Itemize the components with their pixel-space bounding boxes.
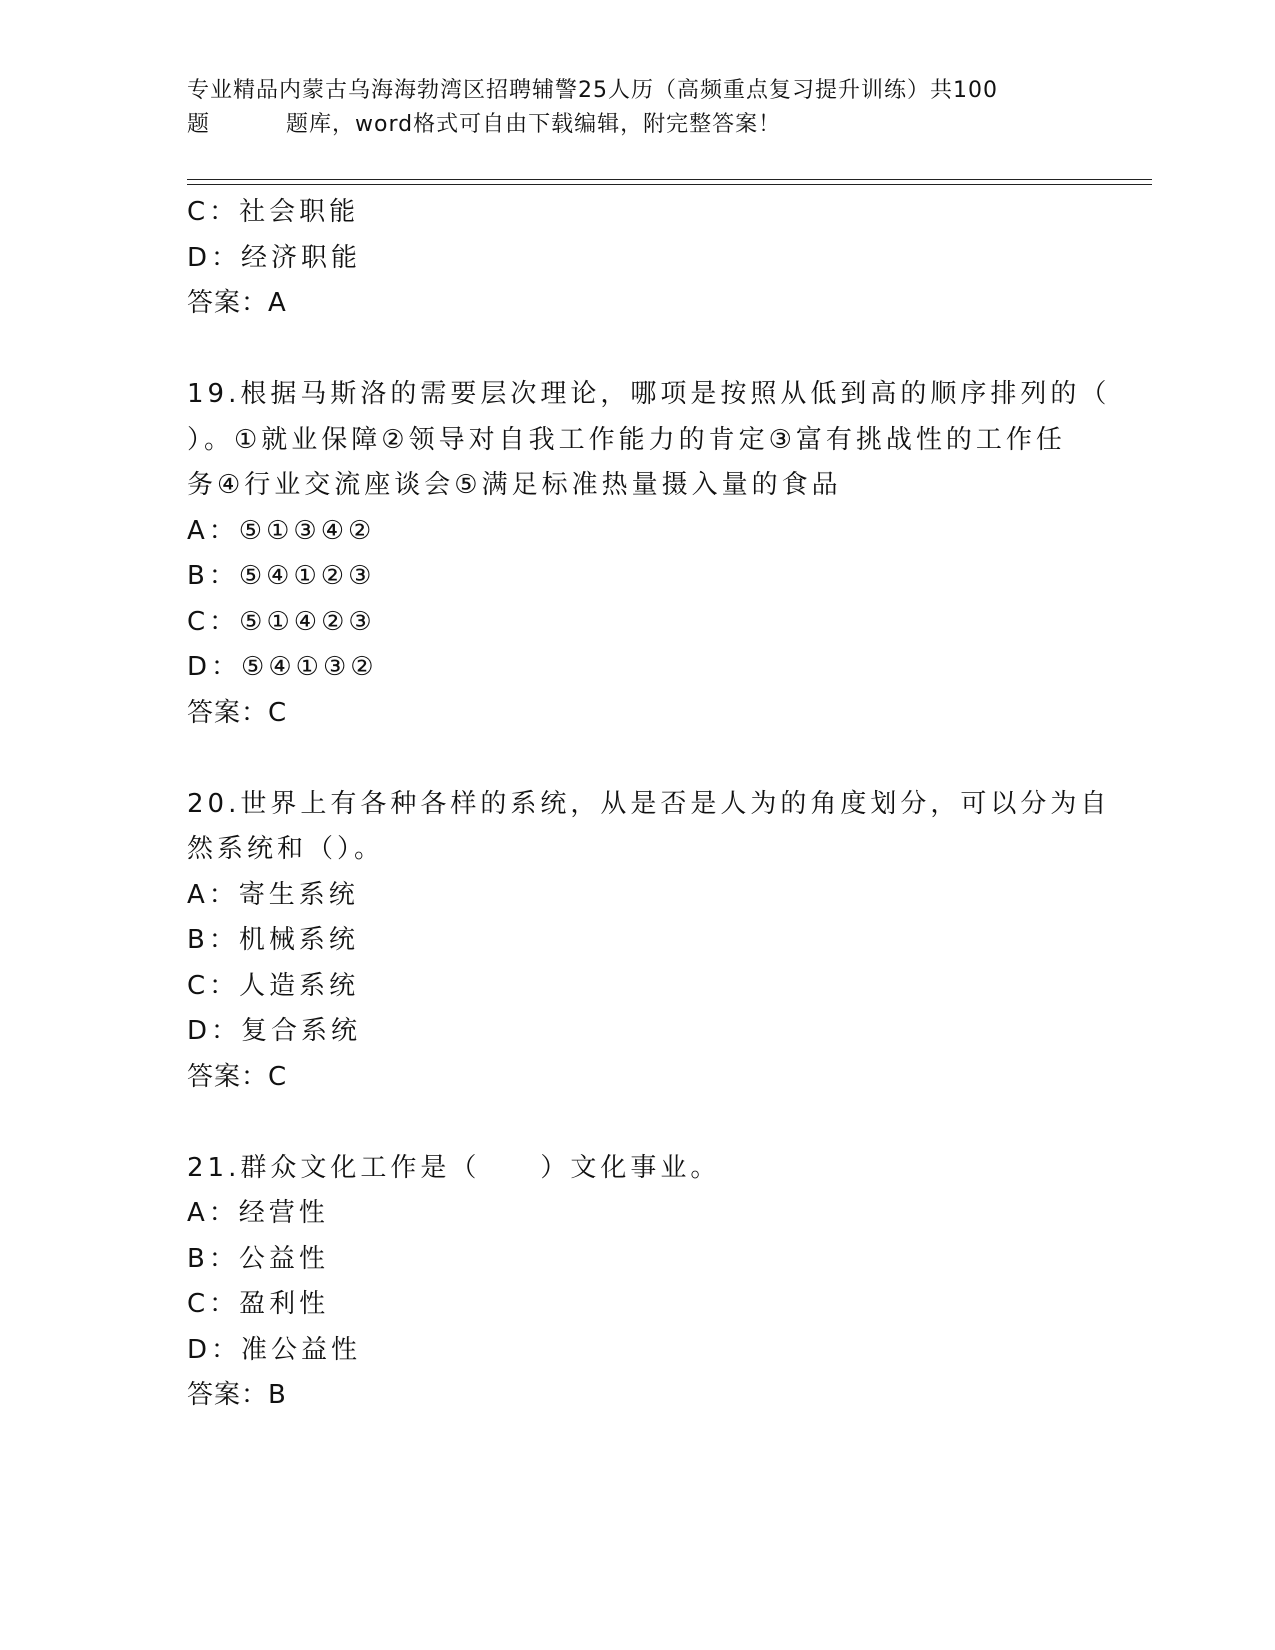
option-c: C：人造系统 — [187, 970, 360, 1001]
question-text-line: 19.根据马斯洛的需要层次理论，哪项是按照从低到高的顺序排列的（ — [187, 379, 1111, 409]
answer-line: 答案：B — [187, 1380, 287, 1410]
question-18-tail — [187, 190, 1087, 327]
answer-line: 答案：A — [187, 288, 287, 318]
question-list — [187, 190, 1111, 1419]
header-divider-bottom — [187, 184, 1152, 185]
question-text-line: 然系统和（）。 — [187, 834, 385, 864]
question-text-line: 务④行业交流座谈会⑤满足标准热量摄入量的食品 — [187, 470, 842, 500]
header-divider-top — [187, 179, 1152, 180]
question-21 — [187, 1146, 1087, 1419]
option-b: B：公益性 — [187, 1243, 329, 1274]
header-line-2 — [187, 108, 1067, 142]
answer-line: 答案：C — [187, 697, 288, 728]
question-text-line: 20.世界上有各种各样的系统，从是否是人为的角度划分，可以分为自 — [187, 788, 1111, 819]
header-line-2-b: 题库，word格式可自由下载编辑，附完整答案！ — [286, 112, 782, 137]
option-a: A：⑤①③④② — [187, 515, 376, 546]
answer-line: 答案：C — [187, 1061, 288, 1092]
page-header — [187, 74, 1067, 142]
question-20 — [187, 782, 1111, 1101]
option-c: C：⑤①④②③ — [187, 606, 376, 637]
option-d: D：经济职能 — [187, 242, 362, 273]
option-a: A：寄生系统 — [187, 879, 359, 910]
option-d: D：复合系统 — [187, 1016, 362, 1046]
option-c: C：盈利性 — [187, 1289, 330, 1319]
option-b: B：⑤④①②③ — [187, 561, 376, 591]
header-line-2-a: 题 — [187, 112, 211, 137]
question-text-line: ）。①就业保障②领导对自我工作能力的肯定③富有挑战性的工作任 — [187, 424, 1066, 455]
option-b: B：机械系统 — [187, 925, 359, 955]
option-a: A：经营性 — [187, 1198, 329, 1228]
option-c: C：社会职能 — [187, 197, 360, 227]
question-text-line: 21.群众文化工作是（ ）文化事业。 — [187, 1152, 721, 1183]
option-d: D：准公益性 — [187, 1334, 362, 1365]
option-d: D：⑤④①③② — [187, 652, 378, 682]
header-line-1: 专业精品内蒙古乌海海勃湾区招聘辅警25人历（高频重点复习提升训练）共100 — [187, 78, 998, 103]
question-19 — [187, 372, 1111, 736]
